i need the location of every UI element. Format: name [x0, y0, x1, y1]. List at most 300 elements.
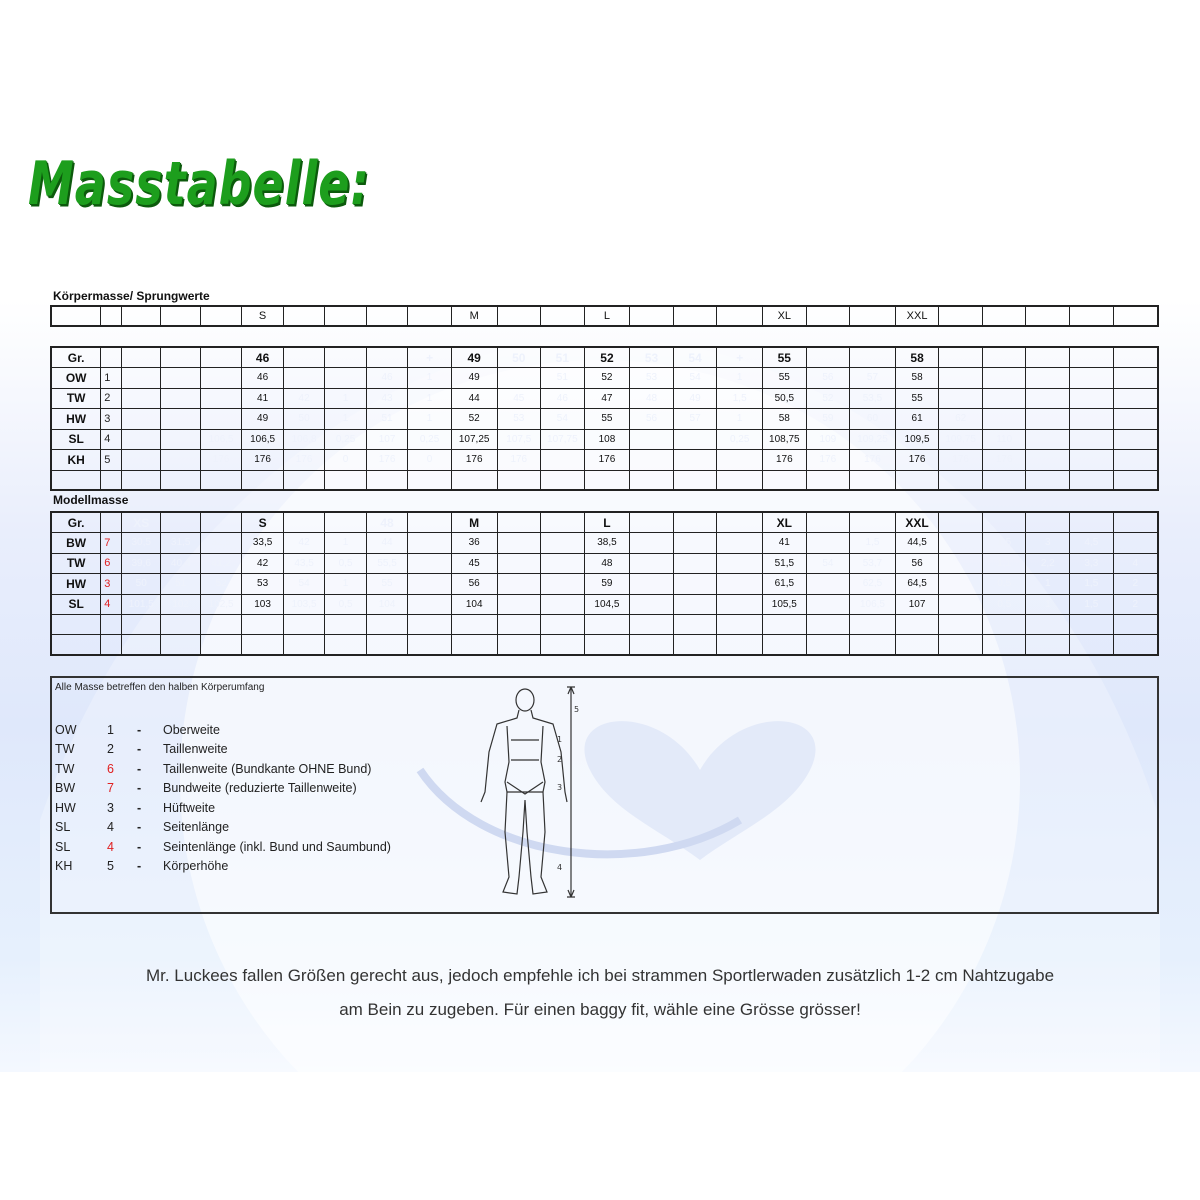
- grade-cell: [982, 512, 1026, 533]
- grade-cell: 49: [451, 347, 497, 368]
- row-code: TW: [51, 388, 101, 409]
- empty-cell: [763, 635, 807, 655]
- size-label-cell: XL: [763, 306, 807, 326]
- grade-cell: XS: [122, 512, 161, 533]
- table-cell: 51: [366, 409, 407, 430]
- empty-cell: [1113, 470, 1158, 490]
- empty-cell: [200, 470, 241, 490]
- table-cell: 60: [850, 409, 896, 430]
- table-cell: [408, 553, 452, 574]
- table-cell: 52: [451, 409, 497, 430]
- table-cell: [1113, 450, 1158, 471]
- empty-cell: [895, 470, 939, 490]
- table-cell: 62: [939, 409, 983, 430]
- table-cell: [717, 533, 763, 554]
- table-cell: 106,5: [200, 429, 241, 450]
- footer-line-2: am Bein zu zugeben. Für einen baggy fit, wähle eine Grösse grösser!: [339, 1000, 861, 1019]
- grade-cell: [1113, 347, 1158, 368]
- table-cell: [630, 553, 674, 574]
- empty-cell: [939, 470, 983, 490]
- table-cell: 0,25: [408, 429, 452, 450]
- table-cell: 4,5: [1070, 533, 1114, 554]
- table-cell: 106,8: [283, 429, 324, 450]
- legend-dash: -: [137, 761, 142, 776]
- table-cell: 61: [895, 409, 939, 430]
- table-cell: [673, 574, 717, 595]
- table-cell: [939, 553, 983, 574]
- legend-number: 5: [107, 859, 114, 874]
- table-cell: 42: [283, 533, 324, 554]
- table-cell: 107: [366, 429, 407, 450]
- row-code: SL: [51, 429, 101, 450]
- table-cell: 55: [763, 368, 807, 389]
- row-number: 2: [101, 388, 122, 409]
- table-cell: 106,5: [242, 429, 283, 450]
- table-cell: 0,25: [717, 429, 763, 450]
- table-cell: [200, 368, 241, 389]
- empty-cell: [122, 635, 161, 655]
- empty-cell: [717, 635, 763, 655]
- table-cell: 109: [806, 429, 850, 450]
- table-cell: 107,75: [541, 429, 585, 450]
- row-number: 4: [101, 429, 122, 450]
- empty-row: [51, 635, 1158, 655]
- size-label-cell: [325, 306, 366, 326]
- empty-cell: [325, 470, 366, 490]
- table-cell: [1113, 368, 1158, 389]
- legend-dash: -: [137, 859, 142, 874]
- table-cell: [1026, 388, 1070, 409]
- table-cell: 52: [806, 388, 850, 409]
- empty-cell: [122, 615, 161, 635]
- size-label-cell: [850, 306, 896, 326]
- table-cell: 55: [584, 409, 630, 430]
- empty-cell: [451, 615, 497, 635]
- grade-row: [51, 512, 1158, 533]
- table-cell: 103,5: [283, 594, 324, 615]
- row-code: OW: [51, 368, 101, 389]
- size-label-cell: XXL: [895, 306, 939, 326]
- table-cell: [541, 533, 585, 554]
- row-code: KH: [51, 450, 101, 471]
- empty-cell: [850, 615, 896, 635]
- grade-cell: 48: [366, 512, 407, 533]
- grade-cell: [939, 512, 983, 533]
- legend-number: 7: [107, 781, 114, 796]
- size-label-row: [51, 306, 1158, 326]
- empty-cell: [541, 615, 585, 635]
- table-cell: [161, 450, 200, 471]
- table-cell: [541, 574, 585, 595]
- table-row: [51, 594, 1158, 615]
- legend-item: [55, 818, 391, 838]
- empty-cell: [630, 470, 674, 490]
- table-cell: 48: [630, 388, 674, 409]
- grade-cell: 51: [541, 347, 585, 368]
- row-code: BW: [51, 533, 101, 554]
- table-cell: 176: [895, 450, 939, 471]
- table-cell: [408, 594, 452, 615]
- grade-cell: [541, 512, 585, 533]
- table-cell: [1113, 388, 1158, 409]
- table-cell: 46: [366, 368, 407, 389]
- legend-dash: -: [137, 722, 142, 737]
- table-cell: 3,3: [1070, 553, 1114, 574]
- table-cell: [982, 409, 1026, 430]
- table-cell: [408, 533, 452, 554]
- table-cell: [541, 450, 585, 471]
- grade-cell: [325, 512, 366, 533]
- table-cell: [673, 450, 717, 471]
- table-cell: [673, 429, 717, 450]
- table-cell: 40,4: [161, 553, 200, 574]
- table-cell: [497, 594, 541, 615]
- table-cell: 42: [283, 388, 324, 409]
- table-cell: 105,5: [763, 594, 807, 615]
- legend-code: OW: [55, 722, 77, 737]
- legend-dash: -: [137, 839, 142, 854]
- row-code: SL: [51, 594, 101, 615]
- table-cell: [630, 594, 674, 615]
- table-cell: 0,5: [982, 594, 1026, 615]
- grade-cell: [806, 512, 850, 533]
- grade-cell: 53: [630, 347, 674, 368]
- empty-cell: [541, 470, 585, 490]
- table-cell: [1113, 533, 1158, 554]
- table-cell: 104: [451, 594, 497, 615]
- size-label-cell: [497, 306, 541, 326]
- table-cell: 1: [408, 388, 452, 409]
- table-cell: 108: [584, 429, 630, 450]
- legend-text: Seintenlänge (inkl. Bund und Saumbund): [163, 839, 391, 854]
- grade-cell: [1026, 347, 1070, 368]
- table-cell: [939, 533, 983, 554]
- table-cell: 176: [497, 450, 541, 471]
- grade-cell: M: [451, 512, 497, 533]
- empty-cell: [366, 470, 407, 490]
- grade-cell: [366, 347, 407, 368]
- table-cell: 55,5: [366, 553, 407, 574]
- empty-cell: [895, 635, 939, 655]
- legend-item: [55, 837, 391, 857]
- table-cell: 58: [895, 368, 939, 389]
- table-cell: 30,5: [122, 533, 161, 554]
- table-cell: [497, 533, 541, 554]
- legend-item: [55, 798, 391, 818]
- table-cell: [1070, 409, 1114, 430]
- grade-cell: [1113, 512, 1158, 533]
- table-cell: 110: [982, 429, 1026, 450]
- table-cell: [497, 553, 541, 574]
- table-cell: 53,7: [850, 553, 896, 574]
- table-row: [51, 388, 1158, 409]
- table-cell: 57: [673, 409, 717, 430]
- empty-cell: [541, 635, 585, 655]
- empty-cell: [763, 615, 807, 635]
- size-label-cell: [982, 306, 1026, 326]
- table-cell: [630, 450, 674, 471]
- legend-list: [55, 720, 391, 876]
- table-cell: 0: [408, 450, 452, 471]
- legend-item: [55, 779, 391, 799]
- table-cell: 2: [1113, 594, 1158, 615]
- table-cell: 55: [366, 574, 407, 595]
- table-cell: 1: [717, 409, 763, 430]
- table-cell: 49: [242, 409, 283, 430]
- size-label-cell: [673, 306, 717, 326]
- table-cell: [325, 368, 366, 389]
- size-label-cell: [1070, 306, 1114, 326]
- empty-cell: [51, 615, 101, 635]
- empty-cell: [584, 635, 630, 655]
- legend-code: HW: [55, 800, 76, 815]
- table-row: [51, 429, 1158, 450]
- table-cell: 176: [763, 450, 807, 471]
- empty-cell: [283, 470, 324, 490]
- table-cell: 51: [161, 574, 200, 595]
- grade-cell: S: [242, 512, 283, 533]
- table-cell: 1: [325, 574, 366, 595]
- table-cell: [717, 574, 763, 595]
- row-number: 5: [101, 450, 122, 471]
- empty-cell: [850, 470, 896, 490]
- empty-cell: [673, 635, 717, 655]
- grade-row: [51, 347, 1158, 368]
- row-code: HW: [51, 409, 101, 430]
- legend-number: 3: [107, 800, 114, 815]
- grade-cell: [717, 512, 763, 533]
- table-cell: 104: [366, 594, 407, 615]
- table-cell: 0,5: [325, 553, 366, 574]
- table-cell: 176: [982, 450, 1026, 471]
- table-cell: [1070, 429, 1114, 450]
- empty-cell: [283, 615, 324, 635]
- grade-cell: L: [584, 512, 630, 533]
- empty-cell: [408, 470, 452, 490]
- grade-cell: 50: [497, 347, 541, 368]
- empty-cell: [242, 470, 283, 490]
- size-label-cell: M: [451, 306, 497, 326]
- body-figure-icon: [467, 682, 627, 907]
- table-cell: 108,75: [763, 429, 807, 450]
- table-cell: 1: [1026, 574, 1070, 595]
- table-cell: 1,5: [717, 388, 763, 409]
- empty-cell: [200, 635, 241, 655]
- model-measurements-label: Modellmasse: [53, 493, 129, 507]
- table-cell: 57: [850, 368, 896, 389]
- legend-dash: -: [137, 742, 142, 757]
- table-cell: 44: [451, 388, 497, 409]
- table-cell: 176: [806, 450, 850, 471]
- table-cell: 31,5: [161, 533, 200, 554]
- table-cell: 54: [806, 553, 850, 574]
- empty-cell: [673, 615, 717, 635]
- legend-code: KH: [55, 859, 73, 874]
- empty-cell: [451, 635, 497, 655]
- empty-cell: [366, 615, 407, 635]
- table-cell: 176: [584, 450, 630, 471]
- row-number: 3: [101, 574, 122, 595]
- empty-cell: [1026, 635, 1070, 655]
- size-label-cell: [541, 306, 585, 326]
- table-cell: [630, 429, 674, 450]
- table-cell: 59: [584, 574, 630, 595]
- table-cell: 50: [283, 409, 324, 430]
- grade-cell: [982, 347, 1026, 368]
- table-cell: 102,5: [200, 594, 241, 615]
- table-cell: 49: [673, 388, 717, 409]
- table-cell: 45: [451, 553, 497, 574]
- grade-cell: 54: [673, 347, 717, 368]
- figure-marker-2: 2: [557, 755, 563, 764]
- size-label-cell: [366, 306, 407, 326]
- grade-cell: [101, 512, 122, 533]
- empty-cell: [1070, 615, 1114, 635]
- table-cell: [408, 574, 452, 595]
- table-cell: [630, 574, 674, 595]
- empty-cell: [408, 635, 452, 655]
- legend-code: TW: [55, 742, 75, 757]
- empty-cell: [763, 470, 807, 490]
- table-cell: [806, 594, 850, 615]
- table-cell: [541, 594, 585, 615]
- grade-cell: 52: [584, 347, 630, 368]
- table-cell: [806, 533, 850, 554]
- grade-cell: [325, 347, 366, 368]
- empty-cell: [325, 635, 366, 655]
- table-cell: 2: [1113, 574, 1158, 595]
- table-cell: 45: [497, 388, 541, 409]
- table-cell: 176: [451, 450, 497, 471]
- table-cell: [497, 574, 541, 595]
- grade-cell: [497, 512, 541, 533]
- table-cell: 176: [200, 450, 241, 471]
- legend-dash: -: [137, 820, 142, 835]
- table-cell: 3: [1026, 533, 1070, 554]
- legend-text: Bundweite (reduzierte Taillenweite): [163, 781, 357, 796]
- legend-text: Taillenweite: [163, 742, 228, 757]
- table-cell: 49: [451, 368, 497, 389]
- legend-number: 6: [107, 761, 114, 776]
- grade-cell: 46: [242, 347, 283, 368]
- row-code: HW: [51, 574, 101, 595]
- size-label-cell: [806, 306, 850, 326]
- table-cell: 52: [584, 368, 630, 389]
- empty-cell: [982, 615, 1026, 635]
- table-cell: 62,5: [850, 574, 896, 595]
- grade-cell: [101, 347, 122, 368]
- table-cell: 53: [630, 368, 674, 389]
- table-row: [51, 574, 1158, 595]
- table-cell: 55: [895, 388, 939, 409]
- table-cell: [673, 533, 717, 554]
- empty-cell: [584, 470, 630, 490]
- empty-row: [51, 470, 1158, 490]
- table-cell: 176: [242, 450, 283, 471]
- grade-cell: [200, 512, 241, 533]
- table-cell: [1026, 450, 1070, 471]
- table-cell: 1,1: [982, 553, 1026, 574]
- grade-cell: [1070, 347, 1114, 368]
- table-cell: [1026, 368, 1070, 389]
- table-cell: 1,5: [1070, 594, 1114, 615]
- legend-text: Hüftweite: [163, 800, 216, 815]
- legend-text: Taillenweite (Bundkante OHNE Bund): [163, 761, 372, 776]
- empty-cell: [850, 635, 896, 655]
- table-cell: [1026, 409, 1070, 430]
- table-cell: 56: [806, 368, 850, 389]
- legend-number: 1: [107, 722, 114, 737]
- table-cell: 2,2: [1026, 553, 1070, 574]
- table-cell: [541, 553, 585, 574]
- table-cell: 1: [408, 409, 452, 430]
- table-cell: 0,25: [325, 429, 366, 450]
- page-title: Masstabelle:: [28, 148, 370, 219]
- table-cell: [1070, 388, 1114, 409]
- table-row: [51, 450, 1158, 471]
- empty-cell: [1070, 470, 1114, 490]
- empty-cell: [283, 635, 324, 655]
- table-cell: [982, 388, 1026, 409]
- legend-box: [50, 676, 1159, 914]
- table-cell: 109,25: [850, 429, 896, 450]
- table-cell: 176: [366, 450, 407, 471]
- size-label-cell: S: [242, 306, 283, 326]
- legend-text: Oberweite: [163, 722, 220, 737]
- table-cell: 42: [242, 553, 283, 574]
- table-cell: 56: [895, 553, 939, 574]
- row-number: 3: [101, 409, 122, 430]
- table-cell: [717, 450, 763, 471]
- empty-cell: [1113, 635, 1158, 655]
- table-cell: 101,5: [122, 594, 161, 615]
- size-label-cell: [1026, 306, 1070, 326]
- empty-cell: [101, 635, 122, 655]
- legend-note: Alle Masse betreffen den halben Körperumfang: [55, 682, 265, 693]
- size-label-cell: [408, 306, 452, 326]
- empty-cell: [122, 470, 161, 490]
- size-label-cell: [283, 306, 324, 326]
- table-cell: [806, 574, 850, 595]
- grade-cell: [200, 347, 241, 368]
- legend-code: TW: [55, 761, 75, 776]
- legend-text: Seitenlänge: [163, 820, 230, 835]
- table-cell: 36: [451, 533, 497, 554]
- legend-item: [55, 759, 391, 779]
- table-cell: 54: [673, 368, 717, 389]
- table-cell: 58: [763, 409, 807, 430]
- table-cell: [939, 388, 983, 409]
- body-measurements-table: [50, 346, 1159, 491]
- table-cell: 56: [451, 574, 497, 595]
- empty-cell: [325, 615, 366, 635]
- table-cell: 107,5: [497, 429, 541, 450]
- table-cell: [1113, 409, 1158, 430]
- table-cell: 47: [584, 388, 630, 409]
- table-cell: [122, 388, 161, 409]
- table-cell: 59: [806, 409, 850, 430]
- table-cell: [200, 409, 241, 430]
- table-cell: [717, 553, 763, 574]
- figure-marker-3: 3: [557, 783, 563, 792]
- table-cell: 51: [541, 368, 585, 389]
- footer-line-1: Mr. Luckees fallen Größen gerecht aus, jedoch empfehle ich bei strammen Sportlerwaden zusätzlich 1-2 cm Nahtzugabe: [145, 966, 1055, 985]
- legend-text: Körperhöhe: [163, 859, 229, 874]
- table-cell: [200, 388, 241, 409]
- model-measurements-table: [50, 511, 1159, 656]
- row-code: TW: [51, 553, 101, 574]
- empty-cell: [982, 470, 1026, 490]
